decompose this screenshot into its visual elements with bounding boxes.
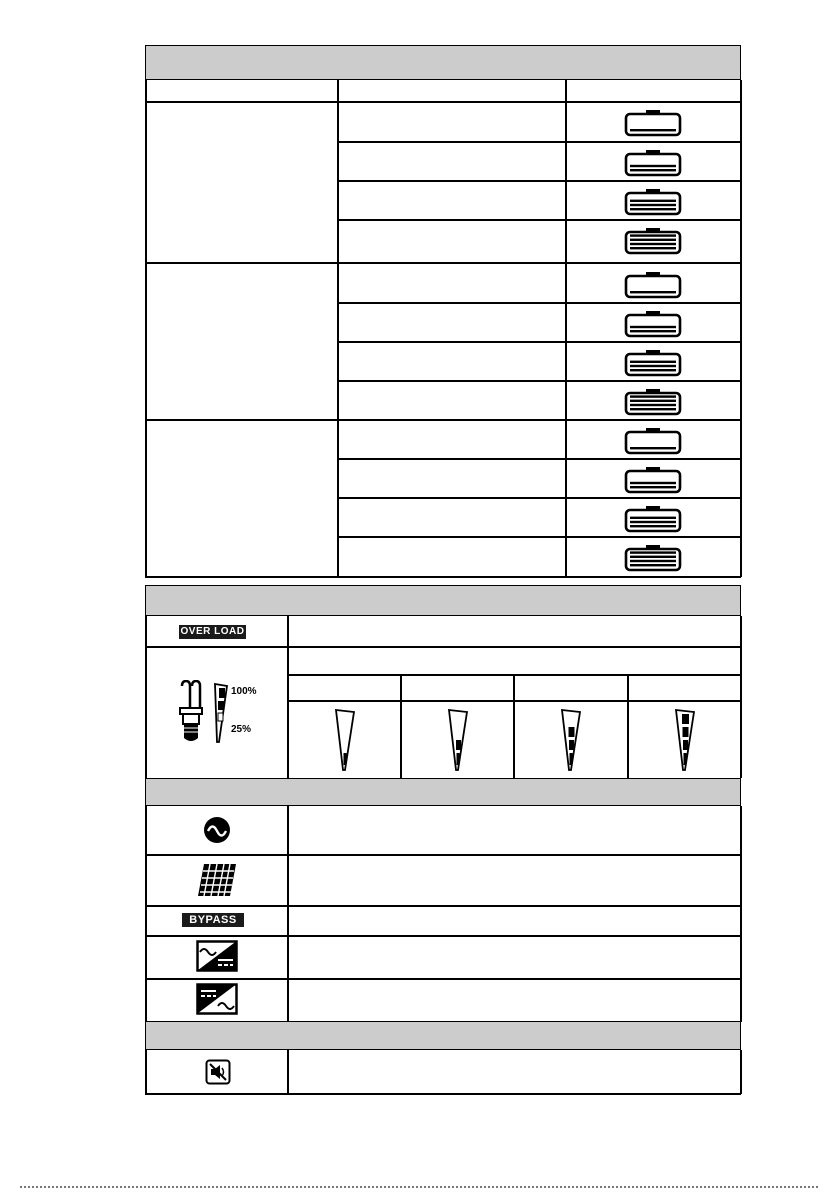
load-bar bbox=[343, 753, 346, 765]
table-border bbox=[337, 141, 741, 143]
table-border bbox=[145, 978, 741, 980]
battery-bar bbox=[630, 361, 676, 363]
page-edge bbox=[20, 1186, 820, 1188]
battery-bar bbox=[630, 486, 676, 488]
load-pct-high: 100% bbox=[231, 686, 257, 697]
battery-bar bbox=[630, 551, 676, 553]
battery-level-icon bbox=[624, 188, 682, 216]
battery-level-icon bbox=[624, 310, 682, 338]
load-bar bbox=[569, 740, 574, 750]
ac-sine-icon bbox=[202, 815, 232, 845]
table-border bbox=[740, 1050, 742, 1094]
table-border bbox=[145, 419, 741, 421]
battery-bar bbox=[630, 564, 676, 566]
mute-section-header bbox=[145, 1021, 741, 1050]
table-border bbox=[337, 458, 741, 460]
battery-bar bbox=[630, 129, 676, 131]
battery-bar bbox=[630, 447, 676, 449]
table-border bbox=[145, 806, 147, 1022]
table-border bbox=[337, 219, 741, 221]
load-pct-low: 25% bbox=[231, 724, 252, 735]
battery-bar bbox=[630, 239, 676, 241]
battery-bar bbox=[630, 200, 676, 202]
battery-bar bbox=[630, 365, 676, 367]
table-border bbox=[287, 1050, 289, 1094]
battery-level-icon bbox=[624, 466, 682, 494]
battery-bar bbox=[630, 165, 676, 167]
battery-bar bbox=[630, 560, 676, 562]
load-level-icon bbox=[559, 707, 583, 773]
table-border bbox=[337, 302, 741, 304]
battery-bar bbox=[630, 525, 676, 527]
battery-bar bbox=[630, 208, 676, 210]
battery-level-icon bbox=[624, 544, 682, 572]
battery-bar bbox=[630, 234, 676, 236]
table-border bbox=[145, 262, 741, 264]
ac-to-dc-icon bbox=[196, 940, 238, 972]
bypass-badge: BYPASS bbox=[182, 913, 244, 927]
table-border bbox=[400, 674, 402, 778]
battery-bar bbox=[630, 247, 676, 249]
battery-level-icon bbox=[624, 427, 682, 455]
load-bar bbox=[456, 753, 459, 765]
battery-bar bbox=[630, 291, 676, 293]
load-level-icon bbox=[673, 707, 697, 773]
load-level-icon bbox=[446, 707, 470, 773]
table-border bbox=[337, 180, 741, 182]
battery-bar bbox=[630, 330, 676, 332]
table-border bbox=[145, 80, 147, 577]
table-border bbox=[145, 1093, 741, 1095]
mute-speaker-icon bbox=[205, 1059, 231, 1085]
battery-bar bbox=[630, 408, 676, 410]
table-border bbox=[627, 674, 629, 778]
table-border bbox=[145, 576, 741, 578]
table-border bbox=[337, 536, 741, 538]
load-bar bbox=[456, 740, 461, 750]
battery-bar bbox=[630, 404, 676, 406]
battery-level-icon bbox=[624, 388, 682, 416]
table-border bbox=[145, 646, 741, 648]
table-border bbox=[337, 380, 741, 382]
table-border bbox=[287, 806, 289, 1022]
battery-level-icon bbox=[624, 349, 682, 377]
load-level-icon bbox=[333, 707, 357, 773]
load-bar bbox=[682, 727, 688, 737]
table-border bbox=[287, 616, 289, 778]
table-border bbox=[565, 80, 567, 577]
battery-bar bbox=[630, 169, 676, 171]
mode-section-header bbox=[145, 778, 741, 806]
table-border bbox=[337, 341, 741, 343]
battery-bar bbox=[630, 243, 676, 245]
table-border bbox=[740, 80, 742, 577]
load-bar bbox=[683, 740, 688, 750]
table-border bbox=[145, 935, 741, 937]
battery-bar bbox=[630, 395, 676, 397]
battery-level-icon bbox=[624, 109, 682, 137]
load-bar bbox=[682, 714, 689, 724]
battery-bar bbox=[630, 326, 676, 328]
battery-bar bbox=[630, 369, 676, 371]
table-border bbox=[337, 497, 741, 499]
table-border bbox=[145, 905, 741, 907]
load-bar bbox=[568, 727, 574, 737]
table-border bbox=[145, 1050, 147, 1094]
battery-bar bbox=[630, 400, 676, 402]
table-border bbox=[740, 616, 742, 778]
battery-level-icon bbox=[624, 149, 682, 177]
battery-level-icon bbox=[624, 505, 682, 533]
battery-level-icon bbox=[624, 271, 682, 299]
load-section-header bbox=[145, 585, 741, 616]
load-bar bbox=[683, 753, 686, 765]
battery-bar bbox=[630, 482, 676, 484]
battery-bar bbox=[630, 204, 676, 206]
table-border bbox=[513, 674, 515, 778]
battery-bar bbox=[630, 517, 676, 519]
battery-bar bbox=[630, 556, 676, 558]
overload-badge: OVER LOAD bbox=[180, 626, 245, 637]
battery-level-icon bbox=[624, 227, 682, 255]
battery-bar bbox=[630, 521, 676, 523]
solar-panel-icon bbox=[196, 862, 238, 898]
dc-to-ac-icon bbox=[196, 983, 238, 1015]
load-bar bbox=[569, 753, 572, 765]
table-border bbox=[740, 806, 742, 1022]
battery-section-header bbox=[145, 45, 741, 80]
table-border bbox=[145, 616, 147, 778]
table-border bbox=[145, 854, 741, 856]
table-border bbox=[337, 80, 339, 577]
table-border bbox=[145, 101, 741, 103]
